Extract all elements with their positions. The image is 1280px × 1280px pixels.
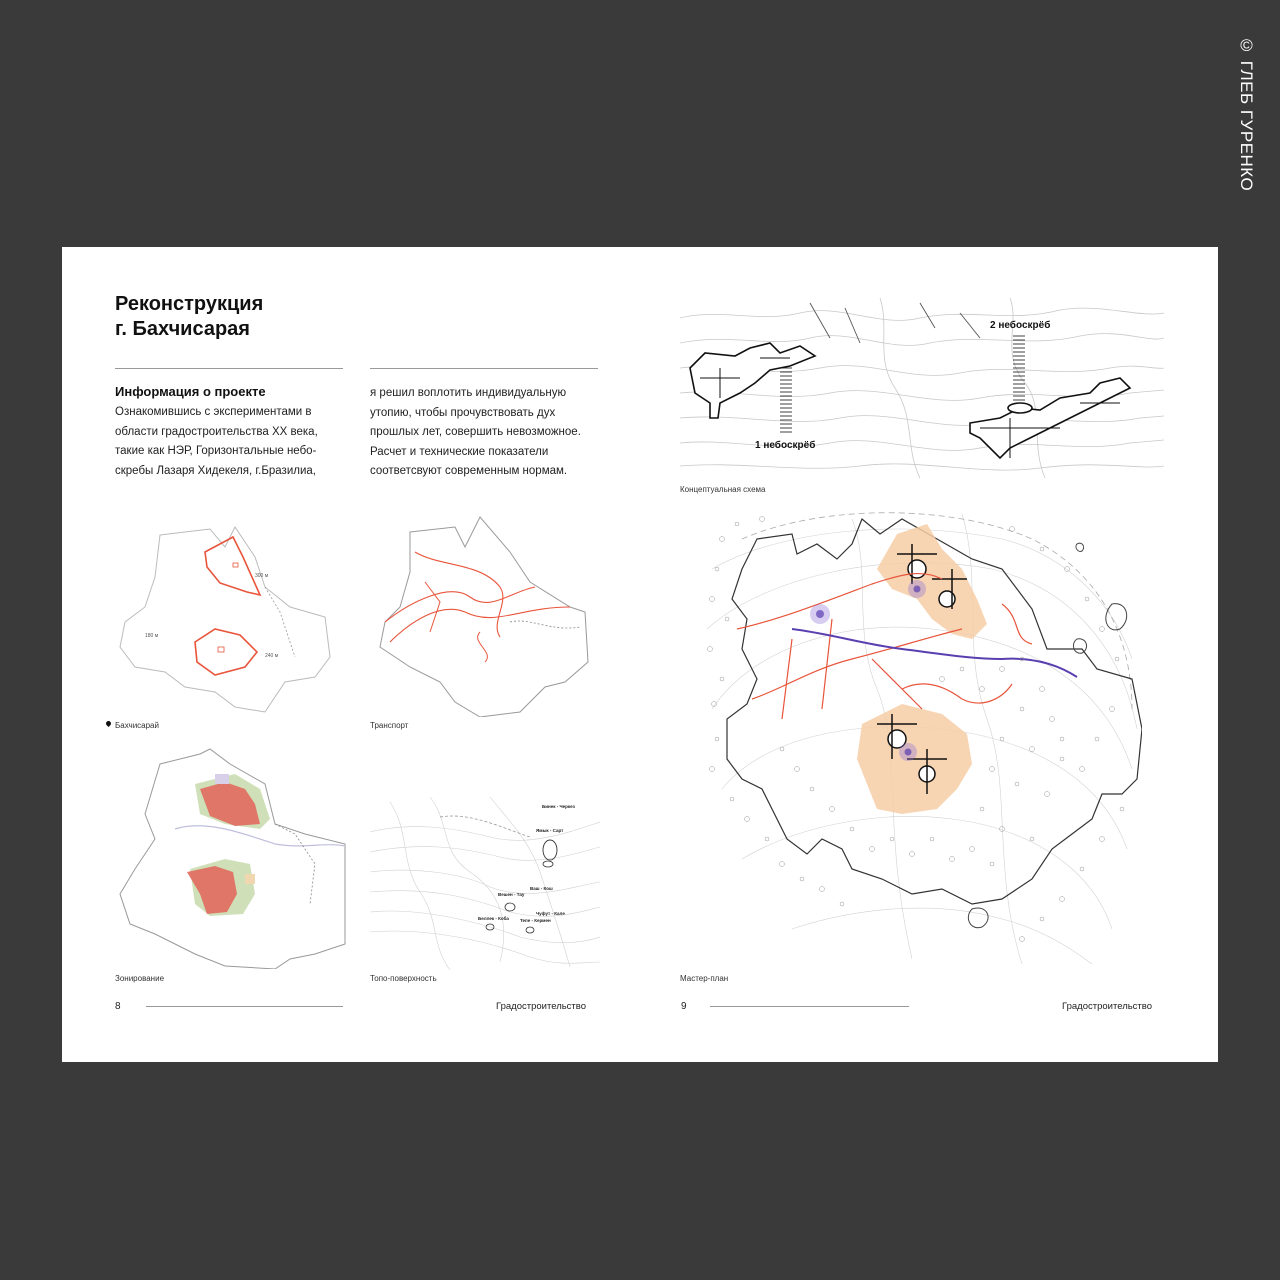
title-line-1: Реконструкция — [115, 293, 264, 315]
transport-map — [370, 512, 600, 717]
topo-label: Чуфут - Кале — [536, 911, 565, 916]
text-line: Ознакомившись с экспериментами в — [115, 406, 312, 418]
text-line: прошлых лет, совершить невозможное. — [370, 426, 581, 438]
title-line-2: г. Бахчисарая — [115, 318, 250, 340]
text-line: области градостроительства XX века, — [115, 425, 318, 438]
svg-text:300 м: 300 м — [255, 573, 269, 579]
bakhchisaray-map — [115, 517, 345, 717]
text-column-2 — [370, 384, 581, 482]
page-number-right: 9 — [681, 1001, 687, 1012]
topo-label: Беллек - Коба — [478, 916, 509, 921]
text-line: скребы Лазаря Хидекеля, г.Бразилиа, — [115, 464, 316, 477]
topo-label: Тепе - Кермен — [520, 918, 551, 923]
svg-text:180 м: 180 м — [145, 633, 159, 639]
caption-concept: Концептуальная схема — [680, 485, 766, 494]
divider-col2 — [370, 368, 598, 369]
book-spread — [62, 247, 1218, 1062]
text-line: соответсвуют современным нормам. — [370, 465, 568, 477]
text-line: Расчет и технические показатели — [370, 445, 549, 458]
topo-label: Вешен - Тау — [498, 892, 525, 897]
location-pin-icon — [105, 720, 112, 727]
divider-col1 — [115, 368, 343, 369]
caption-masterplan: Мастер-план — [680, 974, 729, 983]
page-number-left: 8 — [115, 1001, 121, 1012]
skyscraper-2-label: 2 небоскрёб — [990, 320, 1051, 331]
masterplan-map — [702, 509, 1142, 969]
caption-bakhchisaray: Бахчисарай — [115, 721, 159, 730]
caption-topo: Топо-поверхность — [370, 974, 437, 983]
page-title — [115, 292, 375, 342]
watermark: © ГЛЕБ ГУРЕНКО — [1237, 36, 1256, 192]
topo-label: Бинек - Черкез — [542, 804, 575, 809]
concept-scheme — [680, 298, 1164, 478]
section-name-left: Градостроительство — [496, 1001, 587, 1012]
zoning-map — [115, 744, 350, 969]
caption-transport: Транспорт — [370, 721, 409, 730]
caption-zoning: Зонирование — [115, 974, 165, 983]
text-column-1 — [115, 403, 318, 481]
section-name-right: Градостроительство — [1062, 1001, 1153, 1012]
svg-text:240 м: 240 м — [265, 653, 279, 659]
skyscraper-1-label: 1 небоскрёб — [755, 440, 816, 451]
topo-label: Ваш - Кош — [530, 886, 553, 891]
text-line: я решил воплотить индивидуальную — [370, 387, 567, 399]
project-info-heading: Информация о проекте — [115, 384, 266, 399]
topo-map — [370, 792, 600, 972]
text-line: такие как НЭР, Горизонтальные небо- — [115, 445, 317, 457]
footer-rule-right — [710, 1006, 909, 1007]
topo-label: Ямык - Сарт — [536, 828, 564, 833]
footer-rule-left — [146, 1006, 343, 1007]
text-line: утопию, чтобы прочувствовать дух — [370, 406, 556, 419]
